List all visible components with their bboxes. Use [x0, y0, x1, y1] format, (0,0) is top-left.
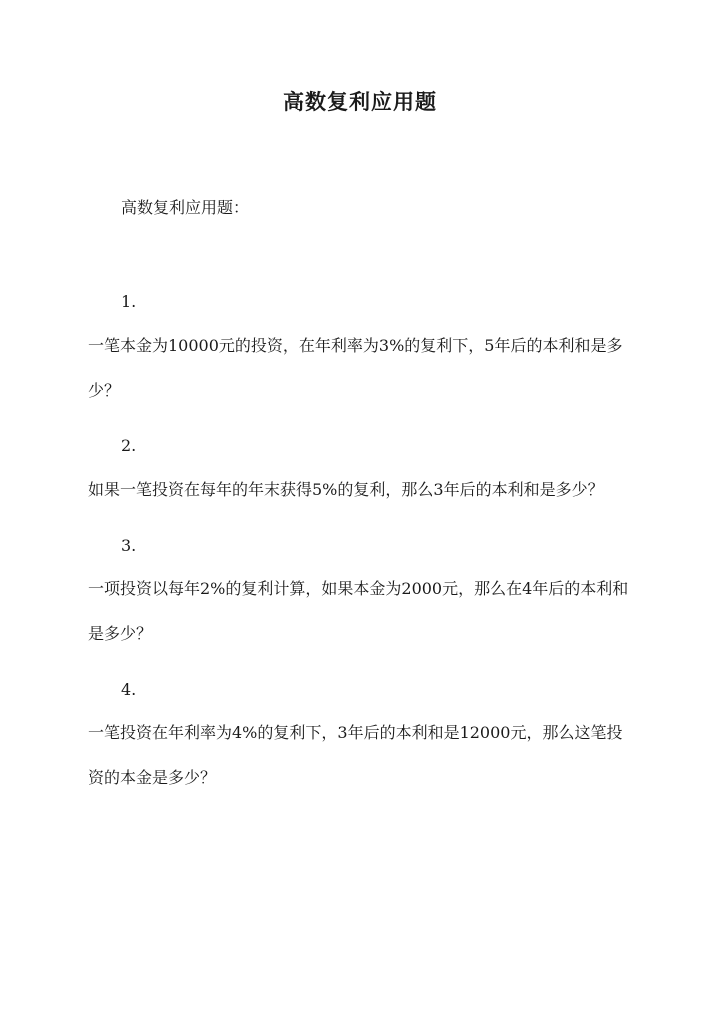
document-title: 高数复利应用题	[283, 89, 437, 114]
question-3-number: 3.	[121, 536, 137, 555]
question-2-number: 2.	[121, 436, 137, 455]
question-2-text: 如果一笔投资在每年的年末获得5%的复利，那么3年后的本利和是多少？	[88, 480, 604, 499]
question-3-text: 一项投资以每年2%的复利计算，如果本金为2000元，那么在4年后的本利和是多少？	[88, 579, 629, 643]
question-1-number: 1.	[121, 292, 137, 311]
question-4-text: 一笔投资在年利率为4%的复利下，3年后的本利和是12000元，那么这笔投资的本金是多少？	[88, 723, 623, 787]
question-1-text: 一笔本金为10000元的投资，在年利率为3%的复利下，5年后的本利和是多少？	[88, 336, 623, 400]
question-4-number: 4.	[121, 680, 137, 699]
intro-text: 高数复利应用题：	[121, 198, 250, 217]
